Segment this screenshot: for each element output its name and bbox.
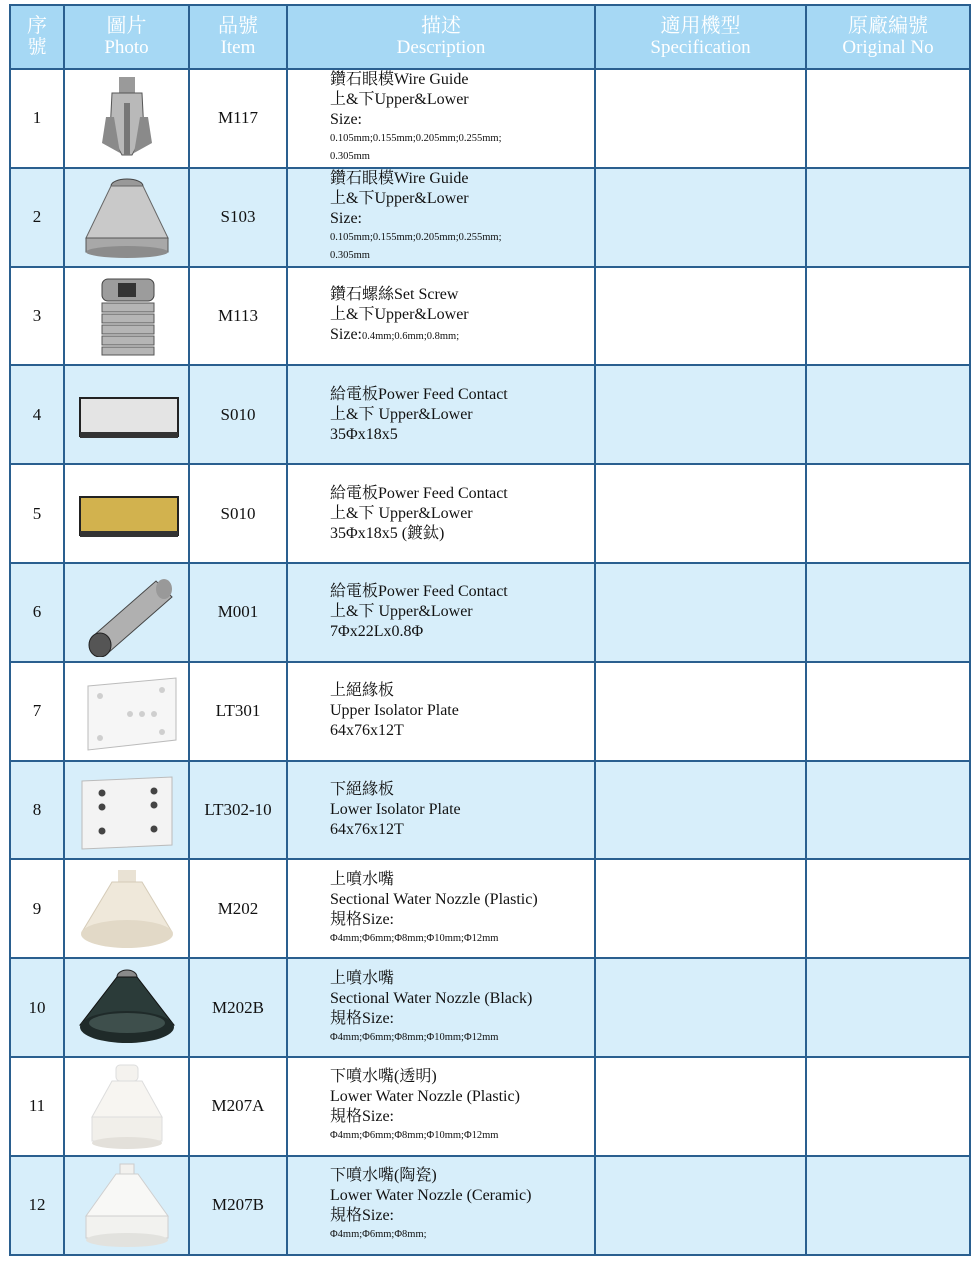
- description-line: 鑽石眼模Wire Guide: [330, 170, 469, 188]
- header-description: 描述 Description: [287, 5, 595, 69]
- wire-guide-icon: [72, 109, 182, 126]
- parts-catalog-sheet: [9, 4, 969, 1256]
- size-list: 0.105mm;0.155mm;0.205mm;0.255mm;: [330, 133, 502, 145]
- table-row: [10, 168, 970, 267]
- original-no-cell: [806, 958, 970, 1057]
- original-no-cell: [806, 69, 970, 168]
- power-feed-contact-silver-icon: [72, 405, 182, 422]
- description-line: 給電板Power Feed Contact: [330, 385, 508, 403]
- power-feed-contact-gold-icon: [72, 504, 182, 521]
- item-code: M113: [189, 267, 287, 366]
- description-line: Size:0.4mm;0.6mm;0.8mm;: [330, 325, 460, 343]
- description-line: 35Φx18x5 (鍍鈦): [330, 524, 445, 542]
- table-row: [10, 563, 970, 662]
- header-photo: 圖片 Photo: [64, 5, 189, 69]
- wire-guide-cone-icon: [72, 208, 182, 225]
- product-photo: [64, 761, 189, 860]
- product-photo: [64, 464, 189, 563]
- header-item: 品號 Item: [189, 5, 287, 69]
- item-code: S103: [189, 168, 287, 267]
- size-list: 0.305mm: [330, 250, 370, 262]
- size-list: 0.305mm: [330, 151, 370, 163]
- item-code: M001: [189, 563, 287, 662]
- original-no-cell: [806, 464, 970, 563]
- item-code: M117: [189, 69, 287, 168]
- item-code: M207A: [189, 1057, 287, 1156]
- size-list: Φ4mm;Φ6mm;Φ8mm;Φ10mm;Φ12mm: [330, 932, 499, 944]
- description-cell: [287, 267, 595, 366]
- specification-cell: [595, 464, 806, 563]
- row-number: 12: [10, 1156, 64, 1255]
- product-photo: [64, 267, 189, 366]
- table-row: [10, 958, 970, 1057]
- specification-cell: [595, 168, 806, 267]
- table-header-row: [10, 5, 970, 69]
- row-number: 5: [10, 464, 64, 563]
- item-code: M207B: [189, 1156, 287, 1255]
- row-number: 9: [10, 859, 64, 958]
- water-nozzle-black-icon: [72, 998, 182, 1015]
- table-row: [10, 859, 970, 958]
- description-cell: [287, 69, 595, 168]
- item-code: M202B: [189, 958, 287, 1057]
- table-row: [10, 365, 970, 464]
- description-line: Sectional Water Nozzle (Black): [330, 989, 533, 1007]
- description-line: 上&下Upper&Lower: [330, 91, 469, 109]
- description-cell: [287, 168, 595, 267]
- original-no-cell: [806, 1057, 970, 1156]
- description-line: Lower Water Nozzle (Ceramic): [330, 1187, 532, 1205]
- description-cell: [287, 958, 595, 1057]
- description-line: Size:: [330, 210, 362, 228]
- isolator-plate-holes-icon: [72, 801, 182, 818]
- item-code: S010: [189, 365, 287, 464]
- table-row: [10, 1156, 970, 1255]
- description-line: 上&下Upper&Lower: [330, 305, 469, 323]
- size-list: Φ4mm;Φ6mm;Φ8mm;Φ10mm;Φ12mm: [330, 1031, 499, 1043]
- description-cell: [287, 662, 595, 761]
- original-no-cell: [806, 1156, 970, 1255]
- original-no-cell: [806, 859, 970, 958]
- specification-cell: [595, 365, 806, 464]
- product-photo: [64, 563, 189, 662]
- description-line: 上&下Upper&Lower: [330, 190, 469, 208]
- product-photo: [64, 1156, 189, 1255]
- description-cell: [287, 464, 595, 563]
- set-screw-icon: [72, 307, 182, 324]
- item-code: LT302-10: [189, 761, 287, 860]
- description-line: 下噴水嘴(透明): [330, 1068, 437, 1086]
- description-line: 給電板Power Feed Contact: [330, 583, 508, 601]
- item-code: LT301: [189, 662, 287, 761]
- original-no-cell: [806, 563, 970, 662]
- row-number: 3: [10, 267, 64, 366]
- original-no-cell: [806, 761, 970, 860]
- description-cell: [287, 1156, 595, 1255]
- product-photo: [64, 168, 189, 267]
- product-photo: [64, 859, 189, 958]
- description-line: 規格Size:: [330, 1207, 394, 1225]
- parts-table: [9, 4, 971, 1256]
- description-cell: [287, 563, 595, 662]
- row-number: 2: [10, 168, 64, 267]
- description-line: 35Φx18x5: [330, 425, 398, 443]
- row-number: 8: [10, 761, 64, 860]
- description-line: 上絕緣板: [330, 682, 395, 700]
- specification-cell: [595, 69, 806, 168]
- specification-cell: [595, 563, 806, 662]
- lower-nozzle-plastic-icon: [72, 1097, 182, 1114]
- description-line: 上噴水嘴: [330, 969, 395, 987]
- description-line: 上&下 Upper&Lower: [330, 405, 473, 423]
- specification-cell: [595, 859, 806, 958]
- description-line: Size:: [330, 111, 362, 129]
- description-line: 上&下 Upper&Lower: [330, 504, 473, 522]
- original-no-cell: [806, 168, 970, 267]
- description-line: 上&下 Upper&Lower: [330, 603, 473, 621]
- table-row: [10, 1057, 970, 1156]
- description-line: 上噴水嘴: [330, 870, 395, 888]
- description-line: Lower Water Nozzle (Plastic): [330, 1088, 520, 1106]
- isolator-plate-icon: [72, 702, 182, 719]
- specification-cell: [595, 662, 806, 761]
- description-line: 鑽石眼模Wire Guide: [330, 71, 469, 89]
- description-line: Lower Isolator Plate: [330, 800, 461, 818]
- description-line: 7Φx22Lx0.8Φ: [330, 623, 424, 641]
- description-line: 64x76x12T: [330, 722, 404, 740]
- table-row: [10, 464, 970, 563]
- original-no-cell: [806, 267, 970, 366]
- original-no-cell: [806, 662, 970, 761]
- product-photo: [64, 365, 189, 464]
- description-line: Sectional Water Nozzle (Plastic): [330, 890, 538, 908]
- original-no-cell: [806, 365, 970, 464]
- row-number: 7: [10, 662, 64, 761]
- specification-cell: [595, 267, 806, 366]
- row-number: 10: [10, 958, 64, 1057]
- table-row: [10, 761, 970, 860]
- row-number: 4: [10, 365, 64, 464]
- description-cell: [287, 859, 595, 958]
- size-list: Φ4mm;Φ6mm;Φ8mm;Φ10mm;Φ12mm: [330, 1130, 499, 1142]
- size-list: 0.105mm;0.155mm;0.205mm;0.255mm;: [330, 232, 502, 244]
- product-photo: [64, 958, 189, 1057]
- description-cell: [287, 1057, 595, 1156]
- description-line: 規格Size:: [330, 1009, 394, 1027]
- item-code: S010: [189, 464, 287, 563]
- water-nozzle-plastic-icon: [72, 899, 182, 916]
- product-photo: [64, 662, 189, 761]
- specification-cell: [595, 1156, 806, 1255]
- header-specification: 適用機型 Specification: [595, 5, 806, 69]
- description-line: 下噴水嘴(陶瓷): [330, 1167, 437, 1185]
- table-row: [10, 267, 970, 366]
- description-line: 鑽石螺絲Set Screw: [330, 285, 459, 303]
- table-row: [10, 69, 970, 168]
- row-number: 6: [10, 563, 64, 662]
- description-line: Upper Isolator Plate: [330, 702, 459, 720]
- description-line: 規格Size:: [330, 910, 394, 928]
- header-original-no: 原廠編號 Original No: [806, 5, 970, 69]
- header-no: 序 號: [10, 5, 64, 69]
- power-feed-tube-icon: [72, 603, 182, 620]
- product-photo: [64, 69, 189, 168]
- description-line: 64x76x12T: [330, 820, 404, 838]
- lower-nozzle-ceramic-icon: [72, 1196, 182, 1213]
- description-cell: [287, 365, 595, 464]
- product-photo: [64, 1057, 189, 1156]
- specification-cell: [595, 958, 806, 1057]
- specification-cell: [595, 761, 806, 860]
- size-list: Φ4mm;Φ6mm;Φ8mm;: [330, 1229, 427, 1241]
- item-code: M202: [189, 859, 287, 958]
- description-line: 下絕緣板: [330, 780, 395, 798]
- specification-cell: [595, 1057, 806, 1156]
- description-cell: [287, 761, 595, 860]
- description-line: 給電板Power Feed Contact: [330, 484, 508, 502]
- table-row: [10, 662, 970, 761]
- row-number: 11: [10, 1057, 64, 1156]
- description-line: 規格Size:: [330, 1108, 394, 1126]
- row-number: 1: [10, 69, 64, 168]
